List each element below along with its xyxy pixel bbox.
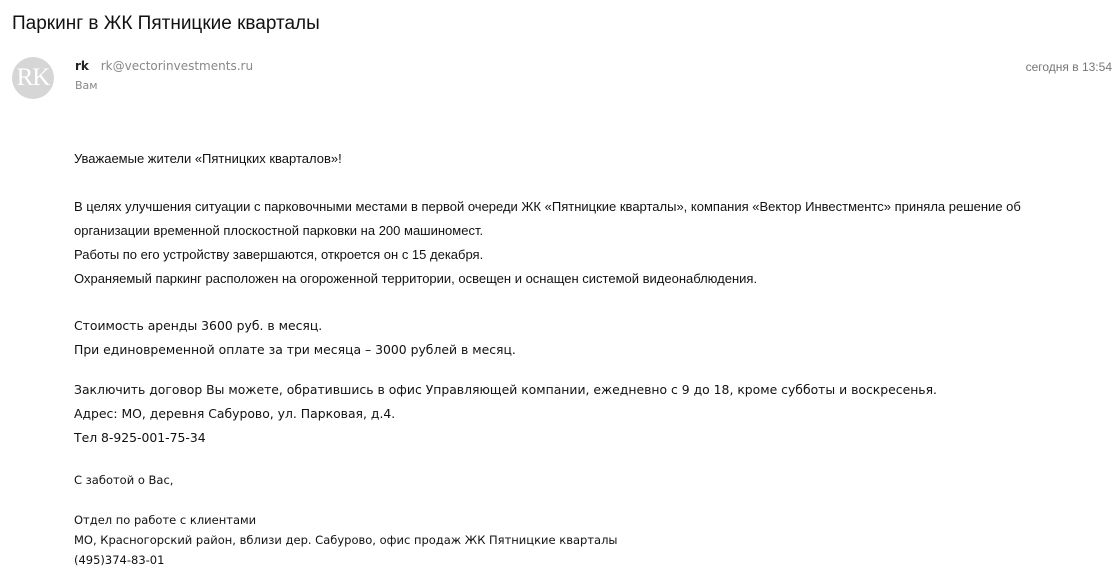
- phone-line: Тел 8-925-001-75-34: [74, 430, 206, 445]
- avatar[interactable]: RK: [12, 57, 54, 99]
- closing: С заботой о Вас,: [74, 473, 174, 487]
- body-line: В целях улучшения ситуации с парковочными местами в первой очереди ЖК «Пятницкие кварталы», компания «Вектор Инвестментс» приняла решение об: [74, 199, 1021, 214]
- price-line: При единовременной оплате за три месяца – 3000 рублей в месяц.: [74, 342, 516, 357]
- sender-line: [75, 59, 253, 73]
- signature-phone: (495)374-83-01: [74, 553, 165, 567]
- email-subject: Паркинг в ЖК Пятницкие кварталы: [12, 13, 320, 34]
- sender-email[interactable]: rk@vectorinvestments.ru: [100, 59, 254, 73]
- contact-line: Заключить договор Вы можете, обратившись в офис Управляющей компании, ежедневно с 9 до 18, кроме субботы и воскресенья.: [74, 382, 937, 397]
- recipient: Вам: [75, 79, 98, 92]
- price-line: Стоимость аренды 3600 руб. в месяц.: [74, 318, 323, 333]
- body-line: Работы по его устройству завершаются, откроется он с 15 декабря.: [74, 247, 484, 262]
- address-line: Адрес: МО, деревня Сабурово, ул. Парковая, д.4.: [74, 406, 396, 421]
- email-date: сегодня в 13:54: [1025, 60, 1112, 74]
- sender-name[interactable]: rk: [75, 59, 89, 73]
- body-line: Охраняемый паркинг расположен на огороженной территории, освещен и оснащен системой видеонаблюдения.: [74, 271, 758, 286]
- signature-address: МО, Красногорский район, вблизи дер. Сабурово, офис продаж ЖК Пятницкие кварталы: [74, 533, 618, 547]
- body-line: организации временной плоскостной парковки на 200 машиномест.: [74, 223, 484, 238]
- signature-department: Отдел по работе с клиентами: [74, 513, 257, 527]
- greeting: Уважаемые жители «Пятницких кварталов»!: [74, 151, 342, 166]
